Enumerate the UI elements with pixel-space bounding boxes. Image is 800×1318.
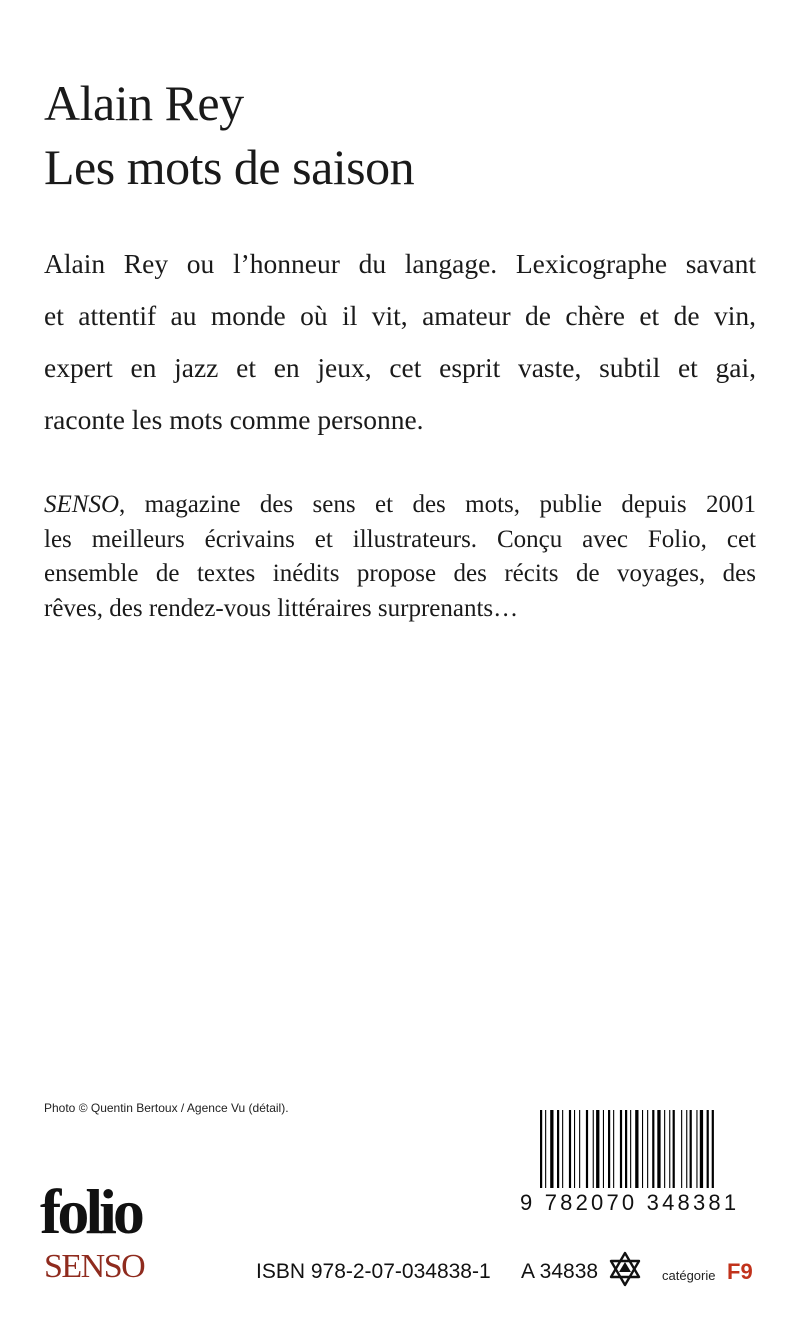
barcode-bar <box>686 1110 687 1188</box>
blurb-paragraph <box>44 238 756 446</box>
barcode-bar <box>657 1110 660 1188</box>
barcode-bar <box>664 1110 665 1188</box>
barcode-bar <box>620 1110 622 1188</box>
senso-line-1-rest: , magazine des sens et des mots, publie depuis 2001 <box>119 491 756 518</box>
senso-magazine-name: SENSO <box>44 491 119 518</box>
barcode-bar <box>545 1110 546 1188</box>
author-name: Alain Rey <box>44 75 244 131</box>
barcode-bar <box>669 1110 670 1188</box>
senso-line-4: rêves, des rendez-vous littéraires surprenants… <box>44 594 519 622</box>
blurb-line-4: raconte les mots comme personne. <box>44 404 424 435</box>
senso-line-1 <box>44 488 756 523</box>
category-label: catégorie <box>662 1268 716 1283</box>
barcode-bar <box>550 1110 553 1188</box>
barcode-bar <box>540 1110 542 1188</box>
senso-line-2: les meilleurs écrivains et illustrateurs. Conçu avec Folio, cet <box>44 525 756 553</box>
blurb-line-2: et attentif au monde où il vit, amateur de chère et de vin, <box>44 300 756 331</box>
senso-line-3: ensemble de textes inédits propose des récits de voyages, des <box>44 560 756 587</box>
barcode-bar <box>652 1110 654 1188</box>
barcode-bar <box>700 1110 703 1188</box>
barcode-bar <box>696 1110 697 1188</box>
barcode-icon <box>540 1110 752 1188</box>
photo-credit: Photo © Quentin Bertoux / Agence Vu (détail). <box>44 1101 289 1115</box>
barcode-bar <box>681 1110 682 1188</box>
barcode-bar <box>608 1110 610 1188</box>
senso-logo: SENSO <box>44 1248 145 1285</box>
barcode-bar <box>562 1110 563 1188</box>
barcode-bar <box>647 1110 648 1188</box>
barcode-bar <box>690 1110 692 1188</box>
folio-logo: folio <box>40 1176 141 1247</box>
isbn-number: ISBN 978-2-07-034838-1 <box>256 1260 491 1283</box>
barcode-bar <box>593 1110 594 1188</box>
category-value: F9 <box>727 1259 753 1284</box>
product-code: A 34838 <box>521 1260 599 1283</box>
barcode-digits: 9 782070 348381 <box>520 1190 740 1215</box>
barcode-bar <box>630 1110 631 1188</box>
barcode-bar <box>603 1110 604 1188</box>
barcode-bar <box>557 1110 559 1188</box>
barcode-bar <box>625 1110 627 1188</box>
star-of-david-icon <box>606 1250 644 1288</box>
senso-paragraph <box>44 488 756 626</box>
book-title: Les mots de saison <box>44 139 415 195</box>
blurb-line-1: Alain Rey ou l’honneur du langage. Lexicographe savant <box>44 248 756 279</box>
barcode-bar <box>586 1110 588 1188</box>
barcode-bar <box>707 1110 709 1188</box>
barcode-bar <box>673 1110 675 1188</box>
barcode-bar <box>712 1110 714 1188</box>
barcode-bar <box>579 1110 580 1188</box>
barcode-bar <box>596 1110 599 1188</box>
barcode-bar <box>569 1110 571 1188</box>
barcode-bar <box>642 1110 643 1188</box>
blurb-line-3: expert en jazz et en jeux, cet esprit vaste, subtil et gai, <box>44 352 756 383</box>
barcode-bar <box>574 1110 575 1188</box>
barcode-bar <box>613 1110 614 1188</box>
barcode-bar <box>635 1110 638 1188</box>
